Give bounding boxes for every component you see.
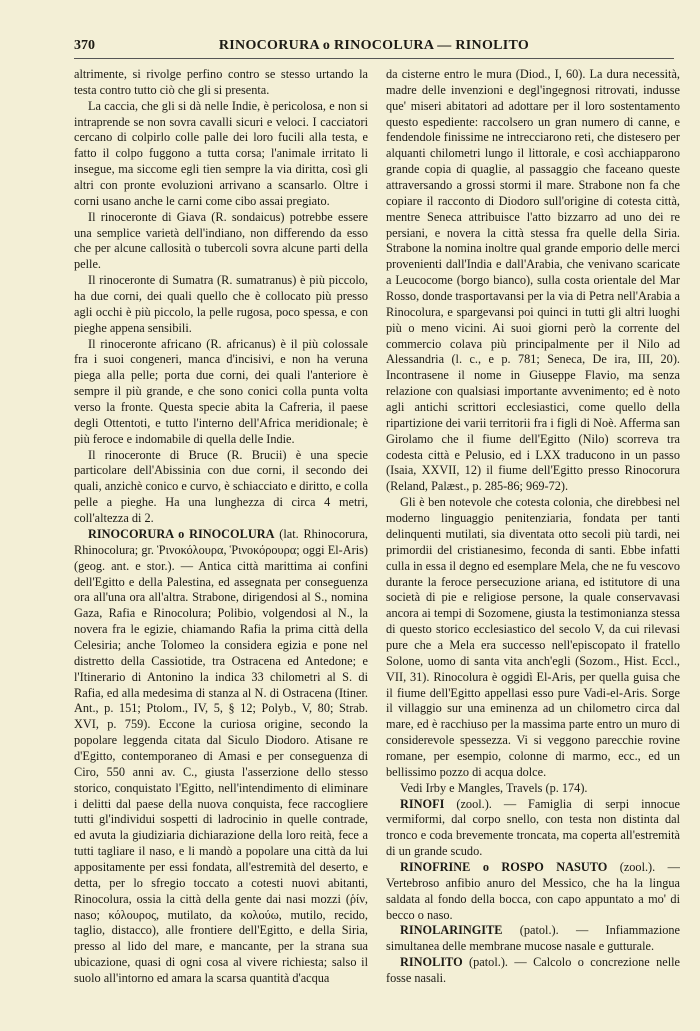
paragraph: Gli è ben notevole che cotesta colonia, che direbbesi nel moderno linguaggio penitenziaria, fondata per tanti delinquenti mutilati, sia diventata otto secoli più tardi, nei primordii del cristianesimo, feconda di santi. Ebbe infatti culla in essa il degno ed esemplare Mela, che ne fu vescovo durante la feroce persecuzione ariana, ed istitutore di una società di pie e religiose persone, la quale conservavasi ancora ai tempi di Sozomene, giusta la testimonianza stessa di questo storico ecclesiastico del secolo V, da cui rilevasi pure che a Mela era successo nell'episcopato il fratello Solone, uomo di santa vita anch'egli (Sozom., Hist. Eccl., VII, 31). Rinocolura è oggidì El-Aris, per quella guisa che il fiume dell'Egitto appellasi esso pure Vadi-el-Aris. Sorge il villaggio sur una eminenza ad un chilometro circa dal mare, ed è racchiuso per la massima parte entro un muro di considerevole spessezza. Vi si veggono parecchie rovine romane, per esempio, colonne di marmo, ecc., ed un bellissimo pozzo di acqua dolce. xyxy=(386,495,680,779)
paragraph: da cisterne entro le mura (Diod., I, 60). La dura necessità, madre delle invenzioni e degl'ingegnosi ritrovati, indusse que' miseri abitatori ad adottare per il loro sostentamento questo espediente: raccolsero un gran numero di canne, e fendendole finissime ne intrecciarono reti, che distesero per alquanti chilometri lungo il littorale, e così acchiapparono grande copia di quaglie, al passaggio che faceano queste attraversando a grossi stormi il mare. Strabone non fa che copiare il racconto di Diodoro sull'origine di cotesta città, mentre Seneca attribuisce l'atto bizzarro ad uno dei re persiani, e novera la città stessa fra quelle della Siria. Strabone la nomina inoltre qual grande emporio delle merci provenienti dall'India e dall'Arabia, che venivano scaricate a Leucocome (borgo bianco), sulla costa orientale del Mar Rosso, donde trasportavansi per la via di Petra nell'Arabia a Rinocolura, e spargevansi poi quinci in tutti gli altri luoghi più o meno vicini. Ai suoi giorni però la corrente del commercio colava più principalmente per il Nilo ad Alessandria (l. c., e p. 781; Seneca, De ira, III, 20). Incontrasene il nome in Giuseppe Flavio, ma senza relazione con qualsiasi importante avvenimento; ed è noto agli antichi scrittori ecclesiastici, come quello della ripartizione dei varii territorii fra i figli di Noè. Afferma san Girolamo che il fiume dell'Egitto (Nilo) scorreva tra codesta città e Pelusio, ed i LXX traducono in un passo (Isaia, XXVII, 12) il fiume dell'Egitto presso Rinocorura (Reland, Palæst., p. 285-86; 969-72). xyxy=(386,67,680,494)
paragraph: RINOFRINE o ROSPO NASUTO (zool.). — Vertebroso anfibio anuro del Messico, che ha la lingua saldata al fondo della bocca, con capo appuntato a mo' di becco o naso. xyxy=(386,859,680,922)
page-number: 370 xyxy=(74,38,95,53)
entry-headword: RINOLARINGITE xyxy=(400,923,503,938)
paragraph: RINOFI (zool.). — Famiglia di serpi innocue vermiformi, dal corpo snello, con testa non distinta dal tronco e coda brevemente troncata, ma coperta all'estremità di un grande scudo. xyxy=(386,796,680,859)
entry-headword: RINOCORURA o RINOCOLURA xyxy=(88,526,275,541)
paragraph: RINOLITO (patol.). — Calcolo o concrezione nelle fosse nasali. xyxy=(386,955,680,985)
left-column xyxy=(74,67,368,987)
paragraph: altrimente, si rivolge perfino contro se stesso urtando la testa contro tutto ciò che gli si presenta. xyxy=(74,67,368,97)
running-title: RINOCORURA o RINOCOLURA — RINOLITO xyxy=(218,38,530,53)
paragraph: Vedi Irby e Mangles, Travels (p. 174). xyxy=(400,780,588,795)
paragraph: Il rinoceronte di Giava (R. sondaicus) potrebbe essere una semplice varietà dell'indiano, non differendo da esso che per alcune callosità o tubercoli sovra alcune parti della pelle. xyxy=(74,209,368,272)
paragraph: Il rinoceronte di Bruce (R. Brucii) è una specie particolare dell'Abissinia con due corni, il secondo dei quali, anzichè conico e curvo, è schiacciato e diritto, e colla pelle a pieghe. Ha una lunghezza di circa 4 metri, coll'altezza di 2. xyxy=(74,447,368,526)
paragraph: RINOLARINGITE (patol.). — Infiammazione simultanea delle membrane mucose nasale e gutturale. xyxy=(386,923,680,954)
paragraph: Il rinoceronte africano (R. africanus) è il più colossale fra i suoi congeneri, manca d'incisivi, e non ha veruna piega alla pelle; porta due corni, dei quali l'anteriore è sempre il più grande, e che sono conici colla punta volta verso la fronte. Questa specie abita la Cafreria, il paese degli Ottentoti, e tutto l'interno dell'Africa meridionale; è più feroce e indomabile di quella delle Indie. xyxy=(74,336,368,446)
entry-headword: RINOLITO xyxy=(400,955,463,970)
paragraph: Il rinoceronte di Sumatra (R. sumatranus) è più piccolo, ha due corni, dei quali quello che è collocato più presso agli occhi è più piccolo, la pelle rugosa, poco spessa, e con pieghe appena sensibili. xyxy=(74,273,368,335)
entry-headword: RINOFI xyxy=(400,796,445,811)
entry-headword: RINOFRINE o ROSPO NASUTO xyxy=(400,859,608,874)
paragraph: RINOCORURA o RINOCOLURA (lat. Rhinocorura, Rhinocolura; gr. Ῥινοκόλουρα, Ῥινοκόρουρα; oggi El-Aris) (geog. ant. e stor.). — Antica città marittima ai confini dell'Egitto e della Palestina, ed assegnata per conseguenza ora all'una ora all'altra. Strabone, dirigendosi al S., nomina Gaza, Rafia e Rinocolura; Polibio, volgendosi al N., la novera fra le egizie, chiamando Rafia la prima città della Celesiria; anche Tolomeo la considera egizia e pone nel distretto della Cassiotide, tra Ostracena ed Antedone; e l'Itinerario di Antonino la indica 33 chilometri al S. di Rafia, ed alla medesima di stanza al N. di Ostracena (Itiner. Ant., p. 151; Ptolom., IV, 5, § 12; Polyb., V, 80; Strab. XVI, p. 759). Eccone la curiosa origine, secondo la popolare leggenda citata dal Siculo Diodoro. Atisane re d'Egitto, contemporaneo di Amasi e per conseguenza di Ciro, 550 anni av. C., giusta l'asserzione dello stesso storico, conquistato l'Egitto, nell'intendimento di eliminare i delitti dal paese della nuova conquista, fece raccogliere tutti gl'individui sospetti di ladrocinio in quelle contrade, ed avuta la giudiziaria dichiarazione della loro reità, fece a tutti tagliare il naso, e li mandò a popolare una città da lui appositamente per essi fondata, all'estremità del deserto, e detta, per lo sfregio toccato a cotesti nuovi abitanti, Rinocolura, ossia la città della gente dai nasi mozzi (ῥίν, naso; κόλουρος, mutilato, da κολούω, mutilo, recido, taglio, distacco), alle frontiere dell'Egitto, e della Siria, presso al lido del mare, e mancante, per la strana sua ubicazione, quasi di ogni cosa al vivere richiesta; salso il suolo all'intorno ed amara la scarsa quantità d'acqua xyxy=(74,526,368,985)
running-header xyxy=(74,36,674,59)
paragraph: La caccia, che gli si dà nelle Indie, è pericolosa, e non si intraprende se non sovra cavalli sicuri e veloci. I cacciatori cercano di colpirlo colle palle dei loro fucili alla testa, e fatto il colpo fuggono a tutta corsa; l'animale irritato li insegue, ma siccome egli tien sempre la via diritta, così gli altri con pronte evoluzioni arrivano a scansarlo. Oltre i corni usano anche le carni come cibo assai pregiato. xyxy=(74,98,368,208)
right-column xyxy=(386,67,680,987)
